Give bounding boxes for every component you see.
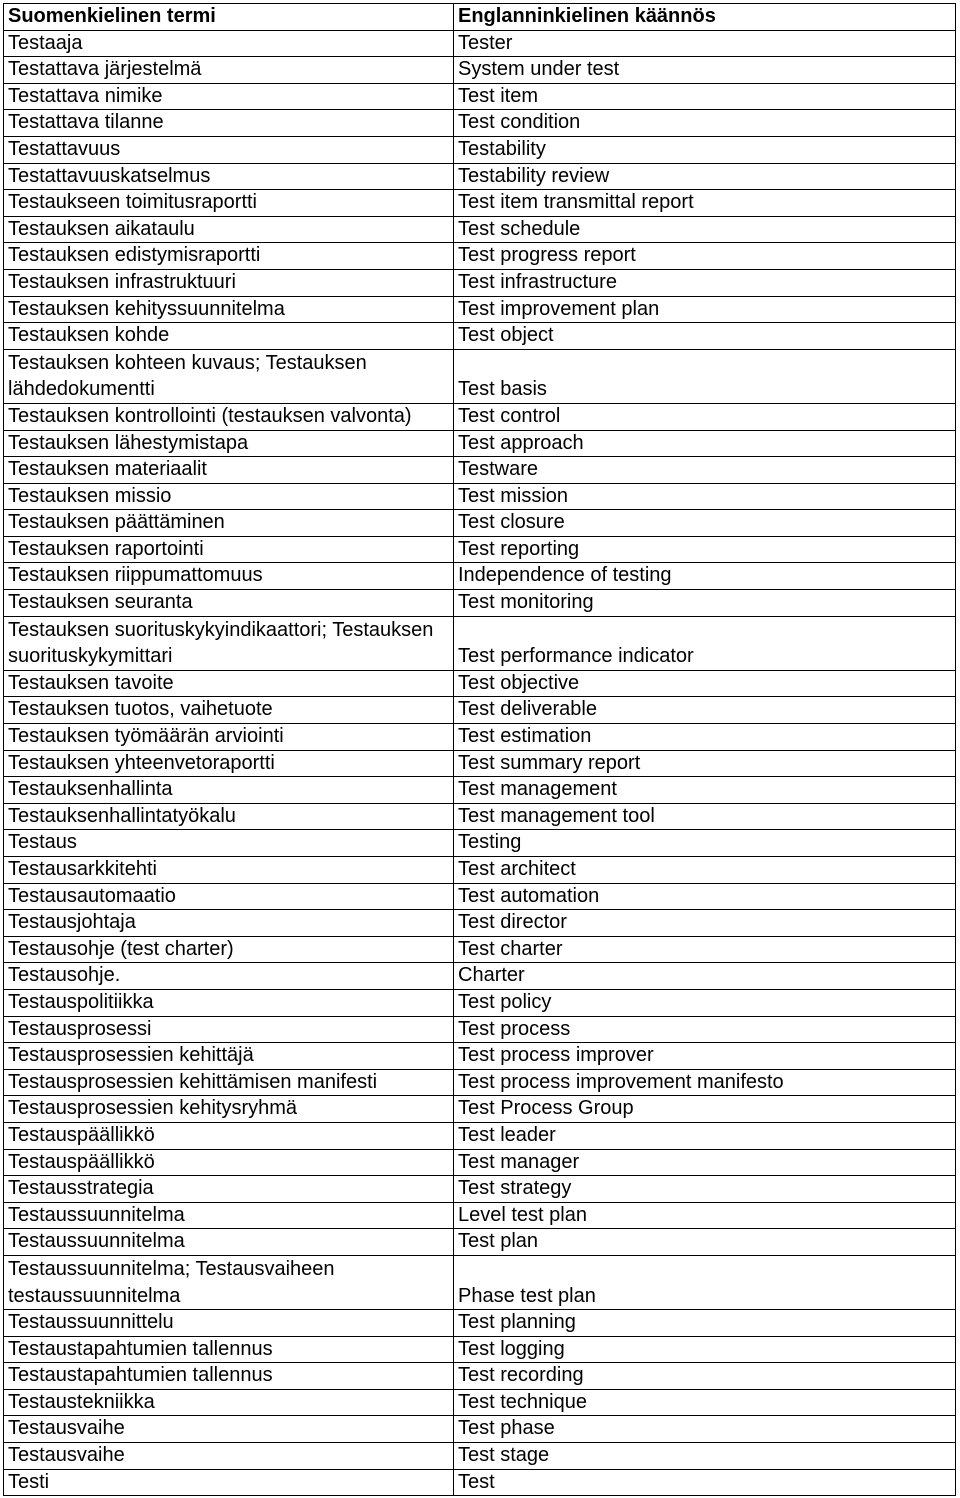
table-row [4, 1363, 956, 1390]
table-row [4, 1469, 956, 1496]
table-row [4, 457, 956, 484]
english-translation-cell: Phase test plan [454, 1255, 956, 1309]
english-translation-cell: Test director [454, 910, 956, 937]
table-row [4, 1016, 956, 1043]
english-translation-cell: Test process improvement manifesto [454, 1069, 956, 1096]
finnish-term-cell: Testauksen yhteenvetoraportti [4, 750, 454, 777]
table-row [4, 1202, 956, 1229]
english-translation-cell: Test planning [454, 1310, 956, 1337]
english-translation-cell: Test approach [454, 430, 956, 457]
english-translation-cell: Test policy [454, 989, 956, 1016]
table-row [4, 536, 956, 563]
finnish-term-cell: Testauksen tavoite [4, 670, 454, 697]
table-row [4, 830, 956, 857]
glossary-table [3, 3, 956, 1496]
finnish-term-cell: Testaustekniikka [4, 1389, 454, 1416]
table-row [4, 323, 956, 350]
table-row [4, 724, 956, 751]
finnish-term-cell: Testauspäällikkö [4, 1122, 454, 1149]
finnish-term-cell: Testaaja [4, 30, 454, 57]
finnish-term-cell: Testausprosessi [4, 1016, 454, 1043]
table-row [4, 1443, 956, 1470]
english-translation-cell: System under test [454, 57, 956, 84]
table-row [4, 1416, 956, 1443]
table-row [4, 1336, 956, 1363]
finnish-term-cell: Testaussuunnitelma [4, 1202, 454, 1229]
english-translation-cell: Test stage [454, 1443, 956, 1470]
finnish-term-cell: Testauksen raportointi [4, 536, 454, 563]
finnish-term-cell: Testauksenhallinta [4, 777, 454, 804]
finnish-term-cell: Testauksenhallintatyökalu [4, 803, 454, 830]
english-translation-cell: Test condition [454, 110, 956, 137]
table-row [4, 30, 956, 57]
finnish-term-cell: Testauspolitiikka [4, 989, 454, 1016]
table-row [4, 57, 956, 84]
english-translation-cell: Test summary report [454, 750, 956, 777]
english-translation-cell: Test mission [454, 483, 956, 510]
finnish-term-cell: Testattavuus [4, 136, 454, 163]
table-row [4, 1255, 956, 1309]
finnish-term-cell: Testausstrategia [4, 1176, 454, 1203]
table-row [4, 750, 956, 777]
table-row [4, 857, 956, 884]
english-translation-cell: Test performance indicator [454, 616, 956, 670]
finnish-term-cell: Testauksen infrastruktuuri [4, 269, 454, 296]
table-row [4, 216, 956, 243]
english-translation-cell: Test closure [454, 510, 956, 537]
table-row [4, 1176, 956, 1203]
header-row [4, 4, 956, 31]
table-row [4, 590, 956, 617]
table-row [4, 883, 956, 910]
finnish-term-cell: Testausjohtaja [4, 910, 454, 937]
table-row [4, 616, 956, 670]
english-translation-cell: Test monitoring [454, 590, 956, 617]
table-row [4, 163, 956, 190]
english-translation-cell: Test [454, 1469, 956, 1496]
table-row [4, 963, 956, 990]
finnish-term-cell: Testattava järjestelmä [4, 57, 454, 84]
finnish-term-cell: Testauksen työmäärän arviointi [4, 724, 454, 751]
finnish-term-cell: Testaukseen toimitusraportti [4, 190, 454, 217]
finnish-term-cell: Testaussuunnittelu [4, 1310, 454, 1337]
table-row [4, 243, 956, 270]
finnish-term-cell: Testausprosessien kehitysryhmä [4, 1096, 454, 1123]
finnish-term-cell: Testausarkkitehti [4, 857, 454, 884]
table-row [4, 1043, 956, 1070]
english-translation-cell: Test process improver [454, 1043, 956, 1070]
table-row [4, 190, 956, 217]
english-translation-cell: Testware [454, 457, 956, 484]
table-row [4, 483, 956, 510]
table-row [4, 110, 956, 137]
english-translation-cell: Test object [454, 323, 956, 350]
table-row [4, 269, 956, 296]
table-row [4, 430, 956, 457]
english-translation-cell: Independence of testing [454, 563, 956, 590]
table-row [4, 136, 956, 163]
english-translation-cell: Test Process Group [454, 1096, 956, 1123]
finnish-term-cell: Testausvaihe [4, 1416, 454, 1443]
table-row [4, 989, 956, 1016]
table-row [4, 83, 956, 110]
finnish-term-cell: Testaustapahtumien tallennus [4, 1363, 454, 1390]
header-finnish-term: Suomenkielinen termi [4, 4, 454, 31]
english-translation-cell: Charter [454, 963, 956, 990]
table-row [4, 1122, 956, 1149]
english-translation-cell: Test charter [454, 936, 956, 963]
english-translation-cell: Test management tool [454, 803, 956, 830]
english-translation-cell: Test item transmittal report [454, 190, 956, 217]
english-translation-cell: Test basis [454, 349, 956, 403]
finnish-term-cell: Testausautomaatio [4, 883, 454, 910]
table-row [4, 936, 956, 963]
finnish-term-cell: Testauksen aikataulu [4, 216, 454, 243]
finnish-term-cell: Testattavuuskatselmus [4, 163, 454, 190]
table-row [4, 1069, 956, 1096]
table-row [4, 1389, 956, 1416]
english-translation-cell: Test management [454, 777, 956, 804]
finnish-term-cell: Testauksen edistymisraportti [4, 243, 454, 270]
finnish-term-cell: Testi [4, 1469, 454, 1496]
english-translation-cell: Test schedule [454, 216, 956, 243]
finnish-term-cell: Testauksen kohteen kuvaus; Testauksen lähdedokumentti [4, 349, 454, 403]
finnish-term-cell: Testauksen materiaalit [4, 457, 454, 484]
english-translation-cell: Test strategy [454, 1176, 956, 1203]
english-translation-cell: Test process [454, 1016, 956, 1043]
english-translation-cell: Testability review [454, 163, 956, 190]
finnish-term-cell: Testaustapahtumien tallennus [4, 1336, 454, 1363]
table-row [4, 296, 956, 323]
finnish-term-cell: Testausprosessien kehittäjä [4, 1043, 454, 1070]
english-translation-cell: Test infrastructure [454, 269, 956, 296]
english-translation-cell: Testing [454, 830, 956, 857]
english-translation-cell: Test leader [454, 1122, 956, 1149]
english-translation-cell: Test item [454, 83, 956, 110]
finnish-term-cell: Testaus [4, 830, 454, 857]
finnish-term-cell: Testauksen missio [4, 483, 454, 510]
english-translation-cell: Test logging [454, 1336, 956, 1363]
table-row [4, 670, 956, 697]
english-translation-cell: Test plan [454, 1229, 956, 1256]
english-translation-cell: Test deliverable [454, 697, 956, 724]
english-translation-cell: Test recording [454, 1363, 956, 1390]
finnish-term-cell: Testaussuunnitelma [4, 1229, 454, 1256]
english-translation-cell: Test automation [454, 883, 956, 910]
english-translation-cell: Tester [454, 30, 956, 57]
finnish-term-cell: Testausohje. [4, 963, 454, 990]
finnish-term-cell: Testattava nimike [4, 83, 454, 110]
table-row [4, 777, 956, 804]
table-row [4, 1096, 956, 1123]
finnish-term-cell: Testauksen riippumattomuus [4, 563, 454, 590]
english-translation-cell: Test architect [454, 857, 956, 884]
table-row [4, 510, 956, 537]
table-row [4, 1310, 956, 1337]
table-row [4, 910, 956, 937]
english-translation-cell: Test improvement plan [454, 296, 956, 323]
english-translation-cell: Test estimation [454, 724, 956, 751]
finnish-term-cell: Testauksen lähestymistapa [4, 430, 454, 457]
finnish-term-cell: Testauksen seuranta [4, 590, 454, 617]
finnish-term-cell: Testattava tilanne [4, 110, 454, 137]
glossary-rows [4, 30, 956, 1496]
finnish-term-cell: Testauksen päättäminen [4, 510, 454, 537]
table-row [4, 1149, 956, 1176]
glossary-sheet [3, 3, 955, 1496]
english-translation-cell: Test technique [454, 1389, 956, 1416]
table-row [4, 803, 956, 830]
finnish-term-cell: Testauksen tuotos, vaihetuote [4, 697, 454, 724]
finnish-term-cell: Testaussuunnitelma; Testausvaiheen testaussuunnitelma [4, 1255, 454, 1309]
finnish-term-cell: Testauksen kontrollointi (testauksen valvonta) [4, 403, 454, 430]
finnish-term-cell: Testauksen suorituskykyindikaattori; Testauksen suorituskykymittari [4, 616, 454, 670]
finnish-term-cell: Testausprosessien kehittämisen manifesti [4, 1069, 454, 1096]
english-translation-cell: Test control [454, 403, 956, 430]
finnish-term-cell: Testauspäällikkö [4, 1149, 454, 1176]
finnish-term-cell: Testausohje (test charter) [4, 936, 454, 963]
finnish-term-cell: Testauksen kehityssuunnitelma [4, 296, 454, 323]
header-english-translation: Englanninkielinen käännös [454, 4, 956, 31]
english-translation-cell: Test phase [454, 1416, 956, 1443]
table-row [4, 1229, 956, 1256]
english-translation-cell: Level test plan [454, 1202, 956, 1229]
english-translation-cell: Test progress report [454, 243, 956, 270]
finnish-term-cell: Testauksen kohde [4, 323, 454, 350]
english-translation-cell: Test reporting [454, 536, 956, 563]
english-translation-cell: Test manager [454, 1149, 956, 1176]
english-translation-cell: Testability [454, 136, 956, 163]
finnish-term-cell: Testausvaihe [4, 1443, 454, 1470]
table-row [4, 403, 956, 430]
table-row [4, 563, 956, 590]
table-row [4, 349, 956, 403]
table-row [4, 697, 956, 724]
english-translation-cell: Test objective [454, 670, 956, 697]
